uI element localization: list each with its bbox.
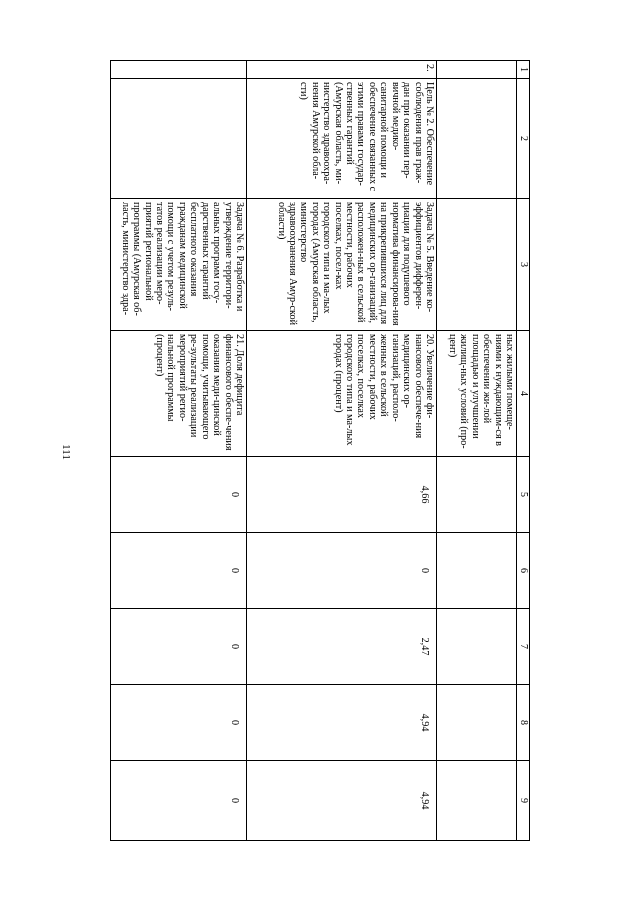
value-cell: [437, 761, 517, 841]
goal-cell: [437, 79, 517, 199]
page-number: 111: [60, 444, 72, 460]
value-cell: 0: [111, 457, 247, 533]
row-number-cell: [437, 61, 517, 79]
value-cell: 4,94: [247, 761, 437, 841]
value-cell: [437, 533, 517, 609]
table-row: [437, 61, 517, 841]
value-cell: 0: [111, 609, 247, 685]
value-cell: 2,47: [247, 609, 437, 685]
indicator-cell: ных жилыми помеще-ниями к нуждающим-ся в обеспечении жи-лой площадью и улучшении жилищ-ных условий (про-цент): [437, 331, 517, 457]
value-cell: 4,94: [247, 685, 437, 761]
indicator-cell: 20. Увеличение фи-нансового обеспече-ния медицинских ор-ганизаций, располо-женных в сельской местности, рабочих поселках, поселках городского типа и ма-лых городах (процент): [247, 331, 437, 457]
header-cell: 5: [517, 457, 530, 533]
table-row: [111, 61, 247, 841]
header-row: [517, 61, 530, 841]
task-cell: [437, 199, 517, 331]
rotated-table-container: [110, 60, 530, 840]
value-cell: [437, 685, 517, 761]
value-cell: 0: [247, 533, 437, 609]
table-row: [247, 61, 437, 841]
value-cell: 0: [111, 533, 247, 609]
value-cell: 0: [111, 761, 247, 841]
goal-cell: [111, 79, 247, 199]
task-cell: Задача № 5. Введение ко-эффициентов дифферен-циации для подушевого норматива финансирова-ния на прикрепившихся лиц для медицинских ор-ганизаций, расположен-ных в сельской местности, рабочих поселках, посел-ках городского типа и ма-лых городах (Амурская область, министерство здравоохранения Амур-ской области): [247, 199, 437, 331]
header-cell: 3: [517, 199, 530, 331]
header-cell: 4: [517, 331, 530, 457]
value-cell: 4,66: [247, 457, 437, 533]
indicator-cell: 21. Доля дефицита финансового обеспе-чения оказания меди-цинской помощи, учитывающего ре-зультаты реализации мероприятий регио-нальной программы (процент): [111, 331, 247, 457]
header-cell: 9: [517, 761, 530, 841]
header-cell: 1: [517, 61, 530, 79]
value-cell: [437, 457, 517, 533]
goal-cell: Цель № 2. Обеспечение соблюдения прав граж-дан при оказании пер-вичной медико-санитарной помощи и обеспечение связанных с этими правами государ-ственных гарантий (Амурская область, ми-нистерство здравоохра-нения Амурской обла-сти): [247, 79, 437, 199]
header-cell: 2: [517, 79, 530, 199]
header-cell: 6: [517, 533, 530, 609]
indicator-table: [110, 60, 530, 841]
row-number-cell: 2.: [247, 61, 437, 79]
task-cell: Задача № 6. Разработка и утверждение территори-альных программ госу-дарственных гарантий бесплатного оказания гражданам медицинской помощи с учетом резуль-татов реализации меро-приятий региональной программы (Амурская об-ласть, министерство здра-: [111, 199, 247, 331]
header-cell: 8: [517, 685, 530, 761]
value-cell: [437, 609, 517, 685]
row-number-cell: [111, 61, 247, 79]
value-cell: 0: [111, 685, 247, 761]
header-cell: 7: [517, 609, 530, 685]
